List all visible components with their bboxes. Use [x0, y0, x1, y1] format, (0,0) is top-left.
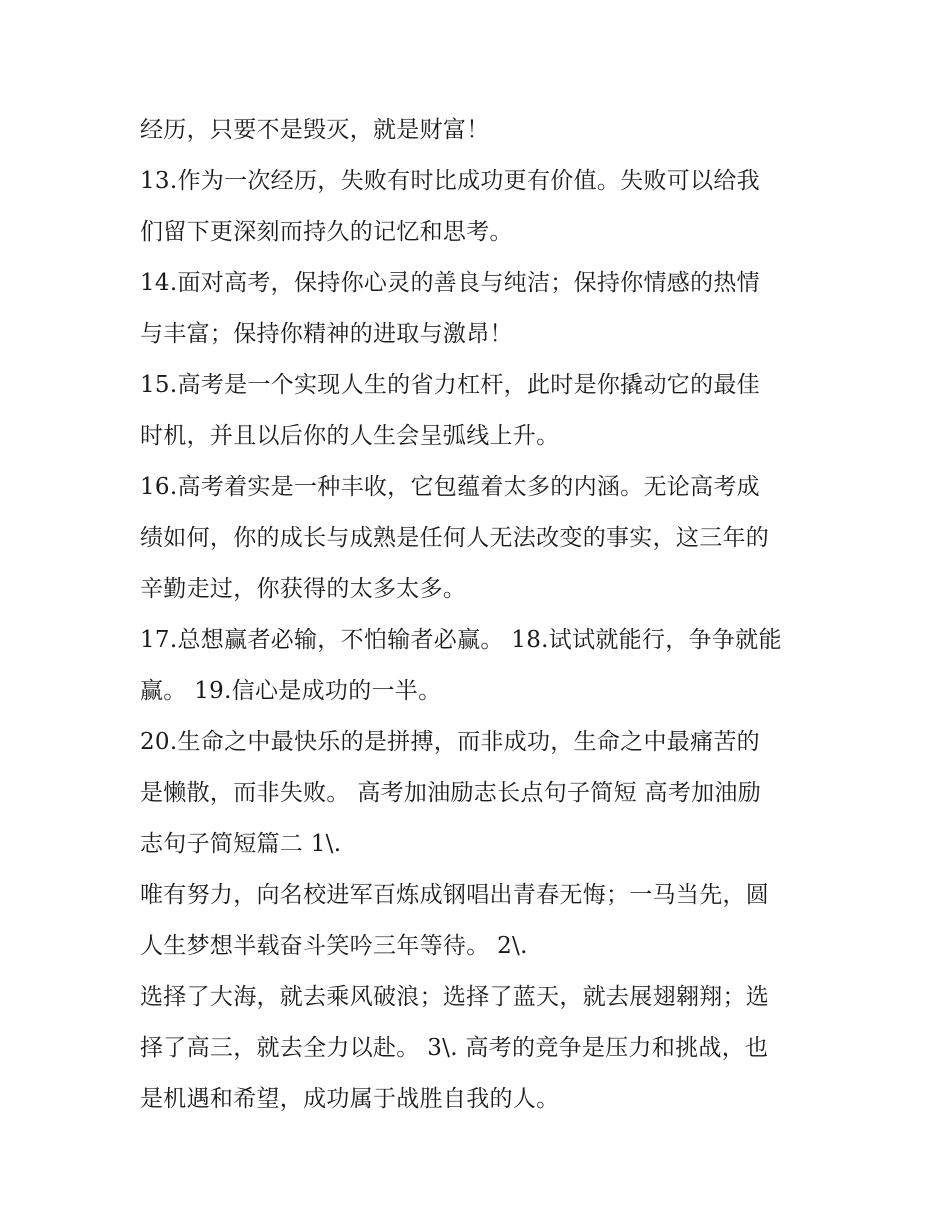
text-line: 辛勤走过，你获得的太多太多。 — [140, 576, 467, 602]
text-line: 20.生命之中最快乐的是拼搏，而非成功，生命之中最痛苦的 — [140, 729, 760, 755]
text-line: 赢。 19.信心是成功的一半。 — [140, 678, 442, 704]
text-line: 14.面对高考，保持你心灵的善良与纯洁；保持你情感的热情 — [140, 270, 760, 296]
text-line: 是机遇和希望，成功属于战胜自我的人。 — [140, 1086, 560, 1112]
text-line: 15.高考是一个实现人生的省力杠杆，此时是你撬动它的最佳 — [140, 372, 760, 398]
text-line: 与丰富；保持你精神的进取与激昂！ — [140, 321, 513, 347]
text-line: 13.作为一次经历，失败有时比成功更有价值。失败可以给我 — [140, 168, 760, 194]
text-line: 时机，并且以后你的人生会呈弧线上升。 — [140, 423, 560, 449]
text-line: 经历，只要不是毁灭，就是财富！ — [140, 117, 490, 143]
text-line: 志句子简短篇二 1\. — [140, 831, 342, 857]
text-line: 们留下更深刻而持久的记忆和思考。 — [140, 219, 513, 245]
text-line: 17.总想赢者必输，不怕输者必赢。 18.试试就能行，争争就能 — [140, 627, 782, 653]
text-line: 选择了大海，就去乘风破浪；选择了蓝天，就去展翅翱翔；选 — [140, 984, 770, 1010]
text-line: 绩如何，你的成长与成熟是任何人无法改变的事实，这三年的 — [140, 525, 770, 551]
text-line: 是懒散，而非失败。 高考加油励志长点句子简短 高考加油励 — [140, 780, 762, 806]
text-line: 择了高三，就去全力以赴。 3\. 高考的竞争是压力和挑战，也 — [140, 1035, 769, 1061]
document-body — [140, 112, 820, 1132]
text-line: 唯有努力，向名校进军百炼成钢唱出青春无悔；一马当先，圆 — [140, 882, 770, 908]
text-line: 人生梦想半载奋斗笑吟三年等待。 2\. — [140, 933, 528, 959]
text-line: 16.高考着实是一种丰收，它包蕴着太多的内涵。无论高考成 — [140, 474, 760, 500]
